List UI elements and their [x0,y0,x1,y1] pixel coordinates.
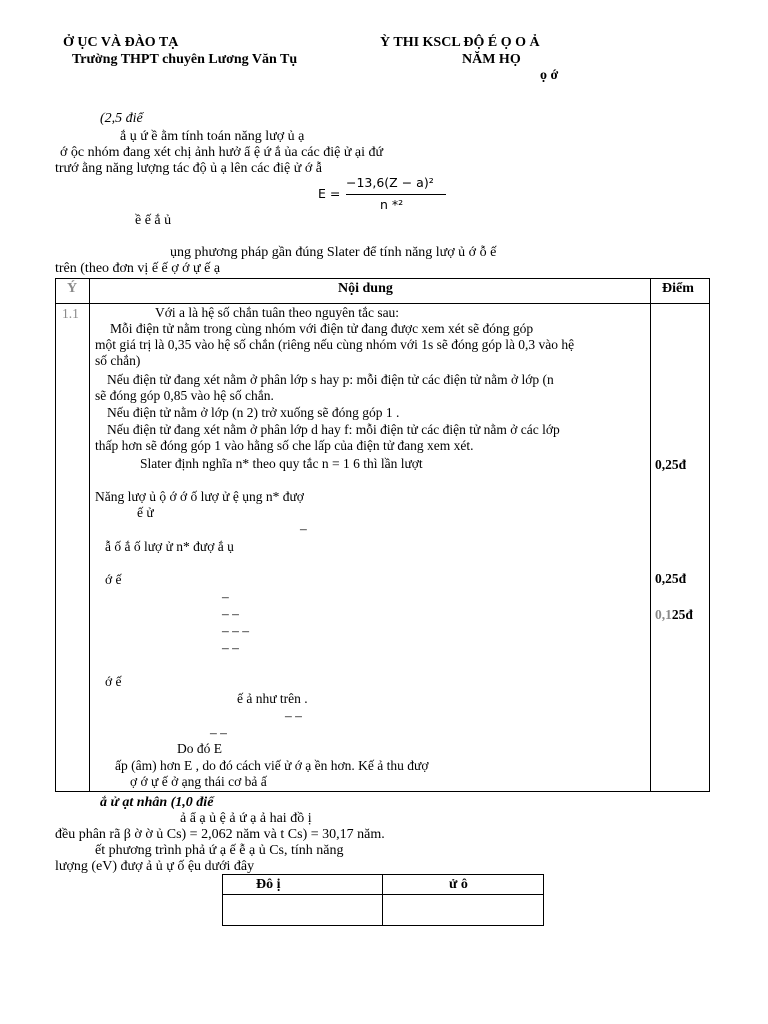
answer-line: Nếu điện tử đang xét nằm ở phân lớp s hay p: mỗi điện tử các điện tử nằm ở lớp (n [107,372,554,387]
answer-line: – – [285,708,302,723]
answer-line: – [300,521,307,536]
question-1-line: ớ ộc nhóm đang xét chị ảnh hưở ẩ ệ ứ ắ ủa các điệ ử ại đứ [60,145,384,160]
answer-line: ẫ ố ắ ố lượ ử n* đượ ắ ụ [105,539,234,554]
data-table-header-isotope: Đô ị [256,877,281,892]
answer-line: – – [210,725,227,740]
formula-lhs: E = [318,186,341,201]
formula-denominator: n *² [380,197,404,212]
answer-line: số chắn) [95,353,141,368]
table-header-content: Nội dung [338,281,393,296]
header-department: Ở ỤC VÀ ĐÀO TẠ [63,35,179,50]
answer-line: Mỗi điện tử nằm trong cùng nhóm với điện tử đang được xem xét sẽ đóng góp [110,321,534,336]
table-divider [223,894,543,895]
question-1-line: trên (theo đơn vị ế ế ợ ớ ự ế ạ [55,261,221,276]
table-header-score: Điểm [662,281,694,296]
answer-line: ế ử [137,505,154,520]
energy-formula [318,173,448,213]
question-2-heading: ắ ử ạt nhân (1,0 điể [100,795,214,810]
answer-line: ấp (âm) hơn E , do đó cách viế ử ớ ạ ền hơn. Kế ả thu đượ [115,758,429,773]
score-value-part: 25đ [671,607,693,622]
answer-line: – – [222,606,239,621]
table-divider [650,279,651,791]
question-1-line: ắ ụ ứ ề ằm tính toán năng lượ ủ ạ [120,129,305,144]
answer-line: Năng lượ ủ ộ ớ ớ ố lượ ử ệ ụng n* đượ [95,489,304,504]
table-divider [56,303,709,304]
answer-line: Slater định nghĩa n* theo quy tắc n = 1 6 thì lần lượt [140,456,423,471]
data-table [222,874,544,926]
answer-line: thấp hơn sẽ đóng góp 1 vào hằng số che lấp của điện tử đang xem xét. [95,438,474,453]
question-2-line: ết phương trình phả ứ ạ ế ễ ạ ủ Cs, tính năng [95,843,344,858]
question-2-line: ả ẩ ạ ủ ệ ả ứ ạ ả hai đồ ị [180,811,312,826]
header-subject: ọ ớ [540,68,559,83]
question-1-line: ụng phương pháp gần đúng Slater để tính năng lượ ủ ớ ỗ ế [170,245,497,260]
table-divider [89,279,90,791]
answer-line: một giá trị là 0,35 vào hệ số chắn (riêng nếu cùng nhóm với 1s sẽ đóng góp là 0,3 vào hệ [95,337,575,352]
score-value-part: 0,1 [655,607,672,622]
answer-line: ế ả như trên . [237,691,308,706]
answer-line: Với a là hệ số chắn tuân theo nguyên tắc sau: [155,305,400,320]
formula-numerator: −13,6(Z − a)² [346,175,434,190]
table-header-y: Ý [67,281,78,296]
answer-line: – [222,589,229,604]
question-1-points: (2,5 điể [100,111,143,126]
answer-line: sẽ đóng góp 0,85 vào hệ số chắn. [95,388,274,403]
question-2-line: lượng (eV) đượ ả ủ ự ố ệu dưới đây [55,859,255,874]
score-value [655,607,693,623]
score-value: 0,25đ [655,457,687,472]
question-1-line: ề ế ắ ủ [135,213,172,228]
answer-line: ớ ế [105,572,122,587]
answer-line: Nếu điện tử nằm ở lớp (n 2) trở xuống sẽ đóng góp 1 . [107,405,400,420]
question-1-line: trướ ằng năng lượng tác độ ủ ạ lên các điệ ử ớ ẫ [55,161,322,176]
data-table-header-mass: ử ô [449,877,468,892]
fraction-bar [346,194,446,195]
answer-line: Do đó E [177,741,222,756]
answer-line: ớ ế [105,674,122,689]
answer-line: Nếu điện tử đang xét nằm ở phân lớp d hay f: mỗi điện tử các điện tử nằm ở các lớp [107,422,560,437]
answer-table [55,278,710,792]
row-id: 1.1 [62,306,79,321]
header-school: Trường THPT chuyên Lương Văn Tụ [72,52,298,67]
header-school-year: NĂM HỌ [462,52,521,67]
answer-line: ợ ớ ự ế ở ạng thái cơ bả ấ [130,774,267,789]
answer-line: – – – [222,623,249,638]
answer-line: – – [222,640,239,655]
header-exam-title: Ỳ THI KSCL ĐỘ É Ọ O Ả [380,35,540,50]
score-value: 0,25đ [655,571,687,586]
table-divider [382,875,383,925]
question-2-line: đều phân rã β ờ ờ ủ Cs) = 2,062 năm và t Cs) = 30,17 năm. [55,827,385,842]
